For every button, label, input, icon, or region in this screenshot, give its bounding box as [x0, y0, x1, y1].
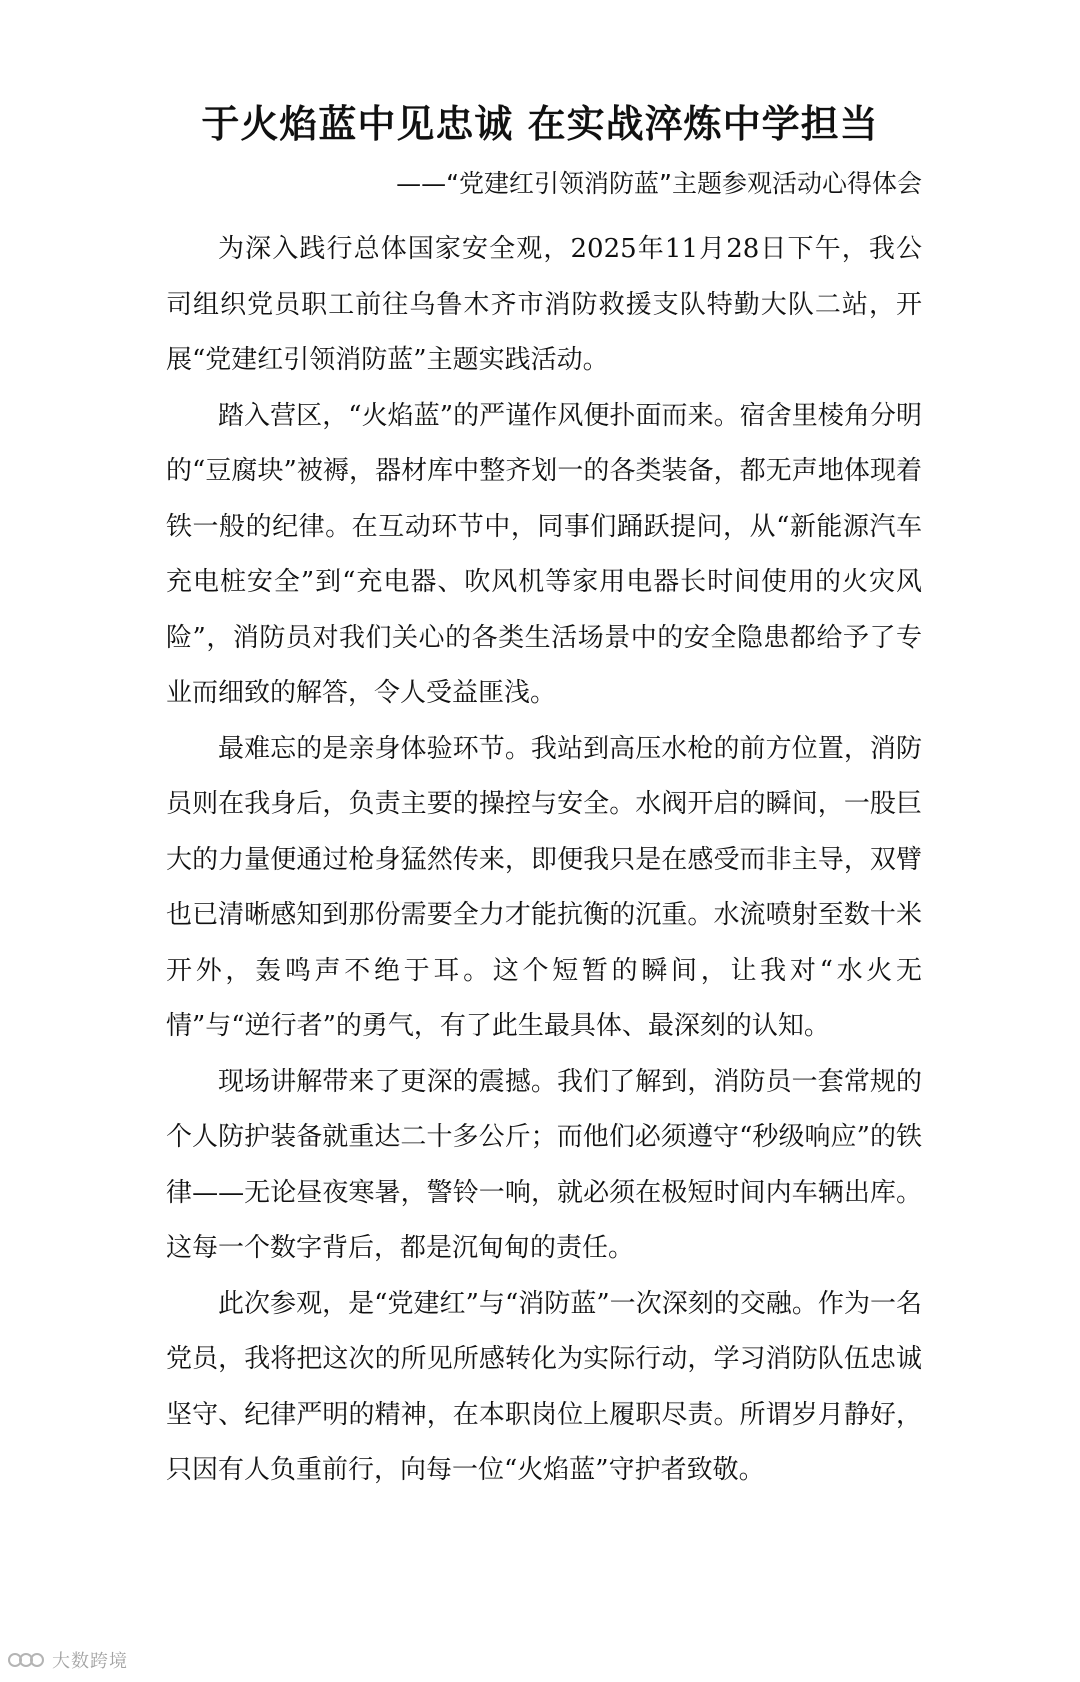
document-title: 于火焰蓝中见忠诚 在实战淬炼中学担当 [201, 102, 879, 146]
watermark [8, 1645, 128, 1675]
paragraph: 现场讲解带来了更深的震撼。我们了解到，消防员一套常规的个人防护装备就重达二十多公斤；而他们必须遵守“秒级响应”的铁律——无论昼夜寒暑，警铃一响，就必须在极短时间内车辆出库。这每一个数字背后，都是沉甸甸的责任。 [166, 1066, 922, 1263]
brand-logo-icon [8, 1649, 44, 1671]
paragraph: 踏入营区，“火焰蓝”的严谨作风便扑面而来。宿舍里棱角分明的“豆腐块”被褥，器材库中整齐划一的各类装备，都无声地体现着铁一般的纪律。在互动环节中，同事们踊跃提问，从“新能源汽车充电桩安全”到“充电器、吹风机等家用电器长时间使用的火灾风险”，消防员对我们关心的各类生活场景中的安全隐患都给予了专业而细致的解答，令人受益匪浅。 [166, 400, 922, 708]
paragraph: 此次参观，是“党建红”与“消防蓝”一次深刻的交融。作为一名党员，我将把这次的所见所感转化为实际行动，学习消防队伍忠诚坚守、纪律严明的精神，在本职岗位上履职尽责。所谓岁月静好，只因有人负重前行，向每一位“火焰蓝”守护者致敬。 [166, 1288, 922, 1485]
paragraph: 为深入践行总体国家安全观，2025年11月28日下午，我公司组织党员职工前往乌鲁木齐市消防救援支队特勤大队二站，开展“党建红引领消防蓝”主题实践活动。 [166, 234, 922, 375]
paragraph: 最难忘的是亲身体验环节。我站到高压水枪的前方位置，消防员则在我身后，负责主要的操控与安全。水阀开启的瞬间，一股巨大的力量便通过枪身猛然传来，即便我只是在感受而非主导，双臂也已清晰感知到那份需要全力才能抗衡的沉重。水流喷射至数十米开外，轰鸣声不绝于耳。这个短暂的瞬间，让我对“水火无情”与“逆行者”的勇气，有了此生最具体、最深刻的认知。 [166, 733, 922, 1041]
document-body [166, 222, 922, 1499]
watermark-text: 大数跨境 [52, 1651, 128, 1672]
document-subtitle: ——“党建红引领消防蓝”主题参观活动心得体会 [396, 169, 922, 198]
